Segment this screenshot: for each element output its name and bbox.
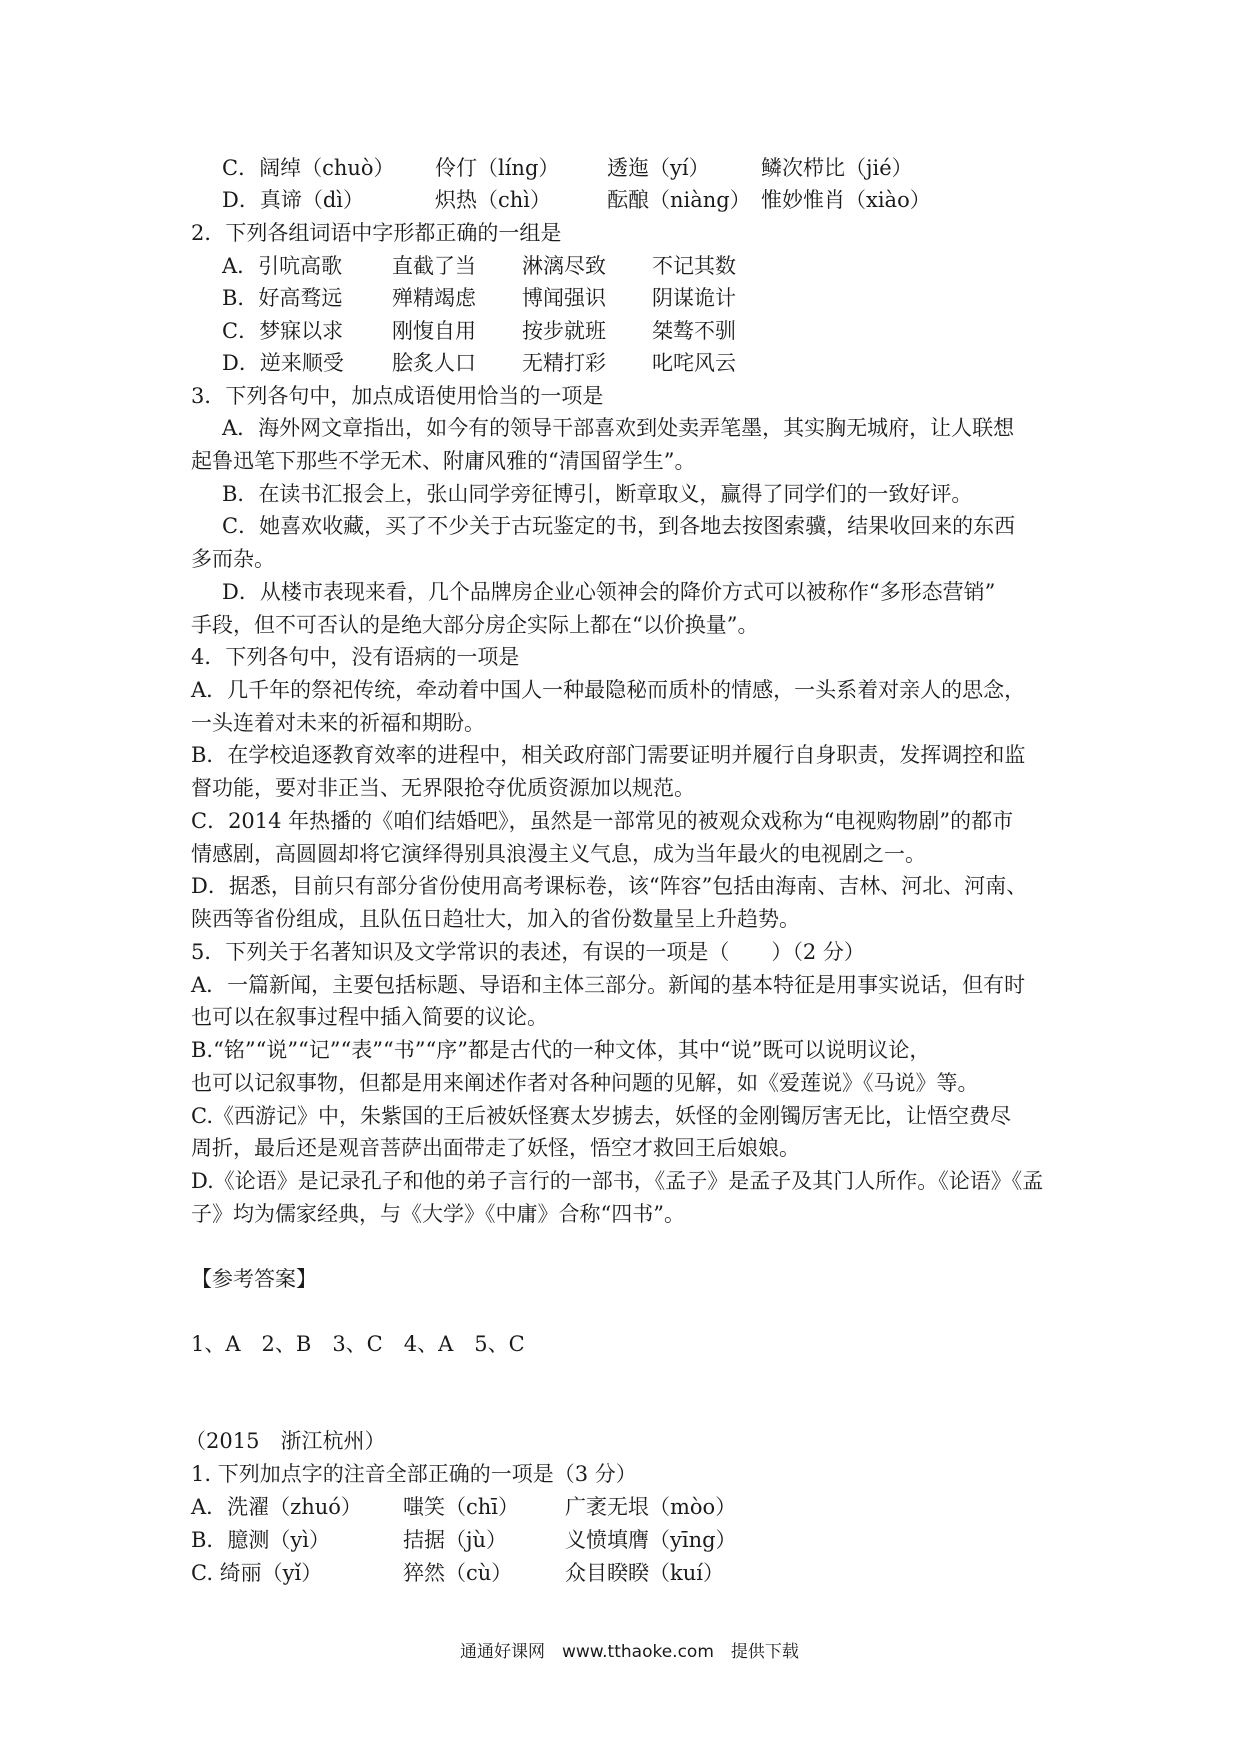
q4-option-a-line2: 一头连着对未来的祈福和期盼。: [191, 711, 485, 735]
q3-option-a-line1: A．海外网文章指出，如今有的领导干部喜欢到处卖弄笔墨，其实胸无城府，让人联想: [222, 416, 1015, 440]
section2-source: （2015 浙江杭州）: [185, 1429, 386, 1453]
q2-a-item-2: 直截了当: [392, 254, 476, 278]
q3-option-d-line1: D．从楼市表现来看，几个品牌房企业心领神会的降价方式可以被称作“多形态营销”: [222, 580, 996, 604]
section2-q1-stem: 1. 下列加点字的注音全部正确的一项是（3 分）: [191, 1462, 637, 1486]
s2-c-item-1: C. 绮丽（yǐ）: [191, 1561, 323, 1585]
q2-b-item-1: B．好高骛远: [222, 286, 343, 310]
s2-a-item-1: A．洗濯（zhuó）: [191, 1495, 362, 1519]
q2-b-item-4: 阴谋诡计: [652, 286, 736, 310]
s2-a-item-3: 广袤无垠（mòo）: [565, 1495, 737, 1519]
q3-option-c-line1: C．她喜欢收藏，买了不少关于古玩鉴定的书，到各地去按图索骥，结果收回来的东西: [222, 514, 1016, 538]
q2-option-b: [222, 283, 736, 313]
q2-d-item-3: 无精打彩: [522, 351, 606, 375]
q5-option-b-line2: 也可以记叙事物，但都是用来阐述作者对各种问题的见解，如《爱莲说》《马说》等。: [191, 1071, 979, 1095]
q4-option-c-line2: 情感剧，高圆圆却将它演绎得别具浪漫主义气息，成为当年最火的电视剧之一。: [191, 842, 926, 866]
q3-option-d-line2: 手段，但不可否认的是绝大部分房企实际上都在“以价换量”。: [191, 613, 759, 637]
q2-a-item-3: 淋漓尽致: [522, 254, 606, 278]
q5-option-a-line1: A．一篇新闻，主要包括标题、导语和主体三部分。新闻的基本特征是用事实说话，但有时: [191, 973, 1026, 997]
section2-q1-option-c: [191, 1558, 724, 1588]
section2-q1-option-a: [191, 1492, 736, 1522]
q3-option-a-line2: 起鲁迅笔下那些不学无术、附庸风雅的“清国留学生”。: [191, 449, 696, 473]
q5-stem: 5．下列关于名著知识及文学常识的表述，有误的一项是（ ）（2 分）: [191, 940, 865, 964]
q5-option-b-line1: B.“铭”“说”“记”“表”“书”“序”都是古代的一种文体，其中“说”既可以说明议论，: [191, 1038, 931, 1062]
q2-d-item-4: 叱咤风云: [652, 351, 736, 375]
s2-b-item-2: 拮据（jù）: [403, 1528, 508, 1552]
q1-d-item-2: 炽热（chì）: [435, 188, 552, 212]
q2-d-item-2: 脍炙人口: [392, 351, 476, 375]
q5-option-d-line1: D.《论语》是记录孔子和他的弟子言行的一部书，《孟子》是孟子及其门人所作。《论语》《孟: [191, 1169, 1044, 1193]
q2-stem: 2．下列各组词语中字形都正确的一组是: [191, 221, 562, 245]
q4-option-c-line1: C．2014 年热播的《咱们结婚吧》，虽然是一部常见的被观众戏称为“电视购物剧”的都市: [191, 809, 1014, 833]
q1-c-item-3: 透迤（yí）: [607, 156, 710, 180]
q2-d-item-1: D．逆来顺受: [222, 351, 344, 375]
q5-option-d-line2: 子》均为儒家经典，与《大学》《中庸》合称“四书”。: [191, 1202, 685, 1226]
q1-option-c: [222, 153, 913, 183]
q4-option-b-line2: 督功能，要对非正当、无界限抢夺优质资源加以规范。: [191, 776, 695, 800]
q4-stem: 4．下列各句中，没有语病的一项是: [191, 645, 520, 669]
q4-option-a-line1: A．几千年的祭祀传统，牵动着中国人一种最隐秘而质朴的情感，一头系着对亲人的思念，: [191, 678, 1026, 702]
s2-b-item-1: B．臆测（yì）: [191, 1528, 331, 1552]
answers-line: 1、A 2、B 3、C 4、A 5、C: [191, 1332, 525, 1356]
q5-option-c-line1: C.《西游记》中，朱紫国的王后被妖怪赛太岁掳去，妖怪的金刚镯厉害无比，让悟空费尽: [191, 1104, 1011, 1128]
q5-option-c-line2: 周折，最后还是观音菩萨出面带走了妖怪，悟空才救回王后娘娘。: [191, 1136, 800, 1160]
q5-option-a-line2: 也可以在叙事过程中插入简要的议论。: [191, 1005, 548, 1029]
q1-c-item-4: 鳞次栉比（jié）: [761, 156, 913, 180]
q2-option-d: [222, 348, 736, 378]
q1-d-item-4: 惟妙惟肖（xiào）: [761, 188, 931, 212]
page-footer: 通通好课网 www.tthaoke.com 提供下载: [460, 1642, 799, 1662]
q2-a-item-1: A．引吭高歌: [222, 254, 343, 278]
q2-c-item-2: 刚愎自用: [392, 319, 476, 343]
s2-a-item-2: 嗤笑（chī）: [403, 1495, 520, 1519]
q4-option-d-line1: D．据悉，目前只有部分省份使用高考课标卷，该“阵容”包括由海南、吉林、河北、河南、: [191, 874, 1028, 898]
section2-q1-option-b: [191, 1525, 737, 1555]
q2-b-item-3: 博闻强识: [522, 286, 606, 310]
q4-option-d-line2: 陕西等省份组成，且队伍日趋壮大，加入的省份数量呈上升趋势。: [191, 907, 800, 931]
s2-b-item-3: 义愤填膺（yīng）: [565, 1528, 737, 1552]
q1-d-item-3: 酝酿（niàng）: [607, 188, 751, 212]
q2-c-item-3: 按步就班: [522, 319, 606, 343]
q3-option-b-line1: B．在读书汇报会上，张山同学旁征博引，断章取义，赢得了同学们的一致好评。: [222, 482, 973, 506]
q2-option-a: [222, 251, 736, 281]
q2-b-item-2: 殚精竭虑: [392, 286, 476, 310]
q2-c-item-1: C．梦寐以求: [222, 319, 344, 343]
answers-title: 【参考答案】: [191, 1267, 317, 1291]
q1-c-item-1: C．阔绰（chuò）: [222, 156, 395, 180]
q1-d-item-1: D．真谛（dì）: [222, 188, 364, 212]
s2-c-item-2: 猝然（cù）: [403, 1561, 513, 1585]
q2-a-item-4: 不记其数: [652, 254, 736, 278]
q1-option-d: [222, 185, 931, 215]
q2-c-item-4: 桀骜不驯: [652, 319, 736, 343]
q3-stem: 3．下列各句中，加点成语使用恰当的一项是: [191, 384, 604, 408]
s2-c-item-3: 众目睽睽（kuí）: [565, 1561, 724, 1585]
q3-option-c-line2: 多而杂。: [191, 547, 275, 571]
q1-c-item-2: 伶仃（líng）: [435, 156, 560, 180]
q2-option-c: [222, 316, 736, 346]
q4-option-b-line1: B．在学校追逐教育效率的进程中，相关政府部门需要证明并履行自身职责，发挥调控和监: [191, 743, 1026, 767]
